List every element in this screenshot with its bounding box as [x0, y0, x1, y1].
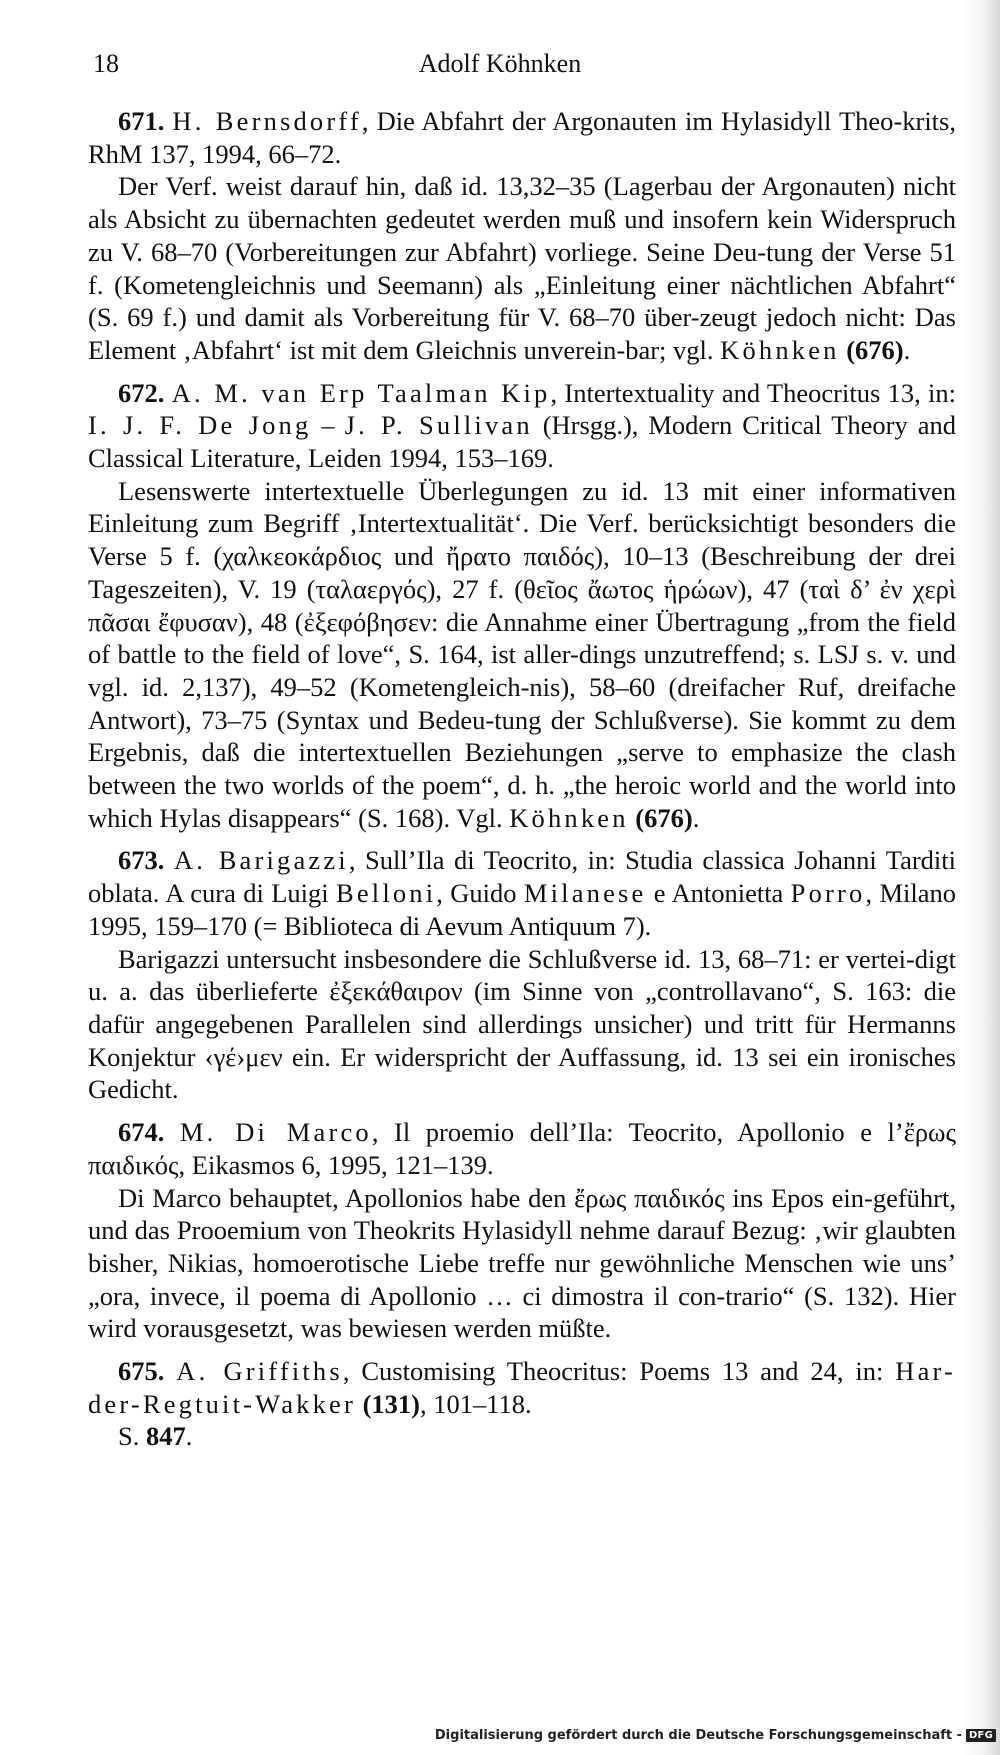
- entry-citation: [88, 1355, 956, 1420]
- entry-author: A. Griffiths: [176, 1356, 343, 1387]
- entry-number: 673.: [118, 845, 165, 876]
- entry-summary: [88, 1420, 956, 1453]
- bibliography-entry: [88, 1116, 956, 1345]
- cross-ref-number: (676): [635, 802, 693, 833]
- bibliography-entry: [88, 105, 956, 367]
- entry-number: 672.: [118, 377, 165, 408]
- entry-number: 674.: [118, 1117, 165, 1148]
- summary-text: .: [692, 802, 700, 833]
- entry-citation-text: e Antonietta: [646, 878, 791, 909]
- editor-name: J. P. Sullivan: [344, 410, 533, 441]
- cross-ref-author: Köhnken: [720, 334, 840, 365]
- summary-text: Di Marco behauptet, Apollonios habe den ἔρως παιδικός ins Epos ein-geführt, und das Prooemium von Theokrits Hylasidyll nehme darauf Bezug: ‚wir glaubten bisher, Nikias, homoerotische Liebe treffe nur gewöhnliche Menschen wie uns’ „ora, invece, il poema di Apollonio … ci dimostra il con-trario“ (S. 132). Hier wird vorausgesetzt, was bewiesen werden müßte.: [88, 1182, 956, 1344]
- entry-citation-text: , Customising Theocritus: Poems 13 and 24, in:: [342, 1356, 896, 1387]
- entry-citation-text: –: [311, 410, 345, 441]
- summary-text: S.: [118, 1421, 146, 1452]
- entry-summary: [88, 475, 956, 835]
- summary-text: .: [185, 1421, 193, 1452]
- editor-name: Milanese: [523, 878, 647, 909]
- cross-ref-number: (131): [362, 1388, 420, 1419]
- entry-author: A. Barigazzi: [173, 845, 349, 876]
- editor-name: Belloni: [335, 878, 437, 909]
- entry-citation: [88, 105, 956, 170]
- running-head: Adolf Köhnken: [418, 49, 582, 78]
- entry-author: A. M. van Erp Taalman Kip: [171, 377, 551, 408]
- entry-citation-text: , 101–118.: [420, 1388, 532, 1419]
- entry-citation-text: , Guido: [436, 878, 524, 909]
- digitization-note: Digitalisierung gefördert durch die Deutsche Forschungsgemeinschaft -: [434, 1728, 963, 1743]
- summary-text: .: [903, 334, 911, 365]
- summary-text: Barigazzi untersucht insbesondere die Schlußverse id. 13, 68–71: er vertei-digt u. a. das überlieferte ἐξεκάθαιρον (im Sinne von „controllavano“, S. 163: die dafür angegebenen Parallelen sind allerdings unsicher) und tritt für Hermanns Konjektur ‹γέ›μεν ein. Er widerspricht der Auffassung, id. 13 sei ein ironisches Gedicht.: [88, 943, 956, 1105]
- entry-citation-text: [356, 1389, 363, 1419]
- bibliography-entry: [88, 377, 956, 835]
- digitization-footer: [435, 1728, 996, 1743]
- bibliography-entries: [88, 105, 956, 1463]
- bibliography-entry: [88, 1355, 956, 1453]
- entry-summary: [88, 1182, 956, 1346]
- page-number: 18: [93, 49, 119, 78]
- entry-citation-text: , Sull’Ila di Teocrito, in: Studia classica Johanni Tarditi oblata. A cura di Luigi: [88, 845, 956, 909]
- summary-text: Der Verf. weist darauf hin, daß id. 13,32–35 (Lagerbau der Argonauten) nicht als Absicht zu übernachten gedeutet werden muß und insofern kein Widerspruch zu V. 68–70 (Vorbereitungen zur Abfahrt) vorliege. Seine Deu-tung der Verse 51 f. (Kometengleichnis und Seemann) als „Einleitung einer nächtlichen Abfahrt“ (S. 69 f.) und damit als Vorbereitung für V. 68–70 über-zeugt jedoch nicht: Das Element ‚Abfahrt‘ ist mit dem Gleichnis unverein-bar; vgl.: [88, 171, 956, 365]
- dfg-logo: DFG: [966, 1729, 996, 1742]
- entry-citation: [88, 377, 956, 475]
- entry-summary: [88, 170, 956, 366]
- editor-name: Porro: [790, 878, 866, 909]
- entry-summary: [88, 943, 956, 1107]
- entry-author: H. Bernsdorff: [172, 106, 362, 136]
- entry-citation-text: , Milano 1995, 159–170 (= Biblioteca di Aevum Antiquum 7).: [88, 878, 956, 941]
- entry-citation-text: , Intertextuality and Theocritus 13, in:: [550, 377, 957, 408]
- entry-citation-text: , Il proemio dell’Ila: Teocrito, Apollonio e l’ἔρως παιδικός, Eikasmos 6, 1995, 121–139.: [88, 1117, 956, 1180]
- entry-number: 671.: [118, 106, 165, 136]
- entry-citation: [88, 1116, 956, 1181]
- cross-ref-number: 847: [146, 1421, 186, 1452]
- entry-author: M. Di Marco: [179, 1117, 372, 1148]
- editor-name: Har-der-Regtuit-Wakker: [88, 1356, 957, 1419]
- entry-citation-text: , Die Abfahrt der Argonauten im Hylasidyll Theo-krits, RhM 137, 1994, 66–72.: [88, 106, 956, 169]
- entry-citation-text: (Hrsgg.), Modern Critical Theory and Classical Literature, Leiden 1994, 153–169.: [88, 410, 956, 474]
- entry-number: 675.: [118, 1356, 165, 1387]
- summary-text: Lesenswerte intertextuelle Überlegungen zu id. 13 mit einer informativen Einleitung zum Begriff ‚Intertextualität‘. Die Verf. berücksichtigt besonders die Verse 5 f. (χαλκεοκάρδιος und ἤρατο παιδός), 10–13 (Beschreibung der drei Tageszeiten), V. 19 (ταλαεργός), 27 f. (θεῖος ἄωτος ἡρώων), 47 (ταὶ δ’ ἐν χερὶ πᾶσαι ἔφυσαν), 48 (ἐξεφόβησεν: die Annahme einer Übertragung „from the field of battle to the field of love“, S. 164, ist aller-dings unzutreffend; s. LSJ s. v. und vgl. id. 2,137), 49–52 (Kometengleich-nis), 58–60 (dreifacher Ruf, dreifache Antwort), 73–75 (Syntax und Bedeu-tung der Schlußverse). Sie kommt zu dem Ergebnis, daß die intertextuellen Beziehungen „serve to emphasize the clash between the two worlds of the poem“, d. h. „the heroic world and the world into which Hylas disappears“ (S. 168). Vgl.: [88, 475, 956, 833]
- entry-citation: [88, 844, 956, 942]
- bibliography-entry: [88, 844, 956, 1106]
- editor-name: I. J. F. De Jong: [88, 410, 312, 441]
- cross-ref-author: Köhnken: [509, 802, 629, 833]
- cross-ref-number: (676): [846, 334, 904, 365]
